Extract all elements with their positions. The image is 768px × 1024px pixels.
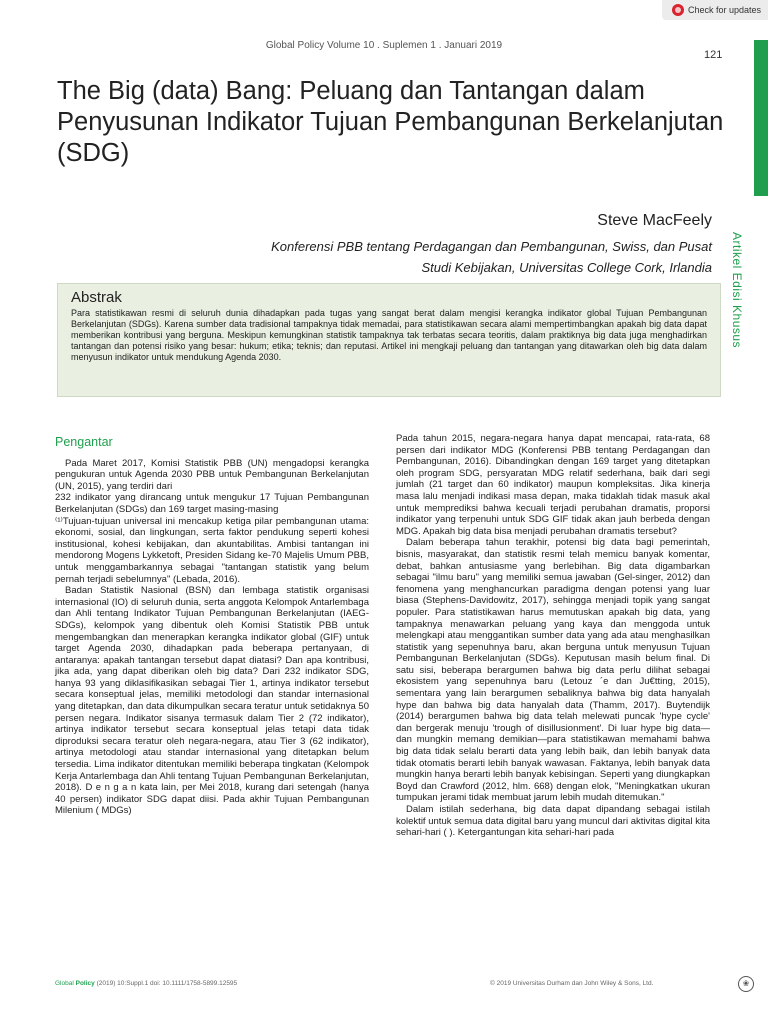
crossmark-icon <box>672 4 684 16</box>
section-color-tab <box>754 40 768 196</box>
running-head: Global Policy Volume 10 . Suplemen 1 . Januari 2019 <box>265 40 503 51</box>
affiliation-line: Studi Kebijakan, Universitas College Cork, Irlandia <box>421 260 712 275</box>
paragraph: Dalam istilah sederhana, big data dapat dipandang sebagai istilah kolektif untuk semua data digital baru yang muncul dari aktivitas digital kita sehari-hari ( ). Ketergantungan kita sehari-hari pada <box>396 804 710 839</box>
article-type-label: Artikel Edisi Khusus <box>730 232 744 349</box>
section-heading: Pengantar <box>55 435 113 449</box>
publisher-logo-icon: ❀ <box>738 976 754 992</box>
left-column <box>55 437 369 817</box>
paragraph: Pada Maret 2017, Komisi Statistik PBB (UN) mengadopsi kerangka pengukuran untuk Agenda 2030 PBB untuk Pembangunan Berkelanjutan (UN, 2015), yang terdiri dari <box>55 457 369 492</box>
abstract-text: Para statistikawan resmi di seluruh dunia dihadapkan pada tugas yang sangat berat dalam mengisi kerangka indikator global Tujuan Pembangunan Berkelanjutan (SDGs). Karena sumber data tradisional tampaknya tidak memadai, para statistikawan secara alami mempertimbangkan apakah big data dapat memberikan kontribusi yang berguna. Meskipun kemungkinan statistik tampaknya tak terbatas secara teoritis, dalam praktiknya big data juga menghadirkan tantangan dan potensi risiko yang besar: hukum; etika; teknis; dan reputasi. Artikel ini mengkaji peluang dan tantangan yang ditawarkan oleh big data dalam menyusun indikator untuk mendukung Agenda 2030. <box>71 308 707 362</box>
paragraph: Dalam beberapa tahun terakhir, potensi big data bagi pemerintah, bisnis, masyarakat, dan statistik resmi telah memicu banyak komentar, debat, bahkan antusiasme yang berlebihan. Big data digambarkan sebagai "ilmu baru" yang memiliki semua jawaban (Gel-singer, 2012) dan fenomena yang menghancurkan paradigma dengan potensi yang luar biasa (Stephens-Davidowitz, 2017), sehingga menjadi topik yang sangat populer. Para statistikawan harus memutuskan apakah big data, yang tampaknya menawarkan peluang yang kaya dan menggoda untuk melengkapi atau menggantikan sumber data yang ada atau menghasilkan statistik yang sepenuhnya baru, akan berguna untuk menyusun Tujuan Pembangunan Berkelanjutan (SDGs). Keputusan masih belum final. Di satu sisi, beberapa berargumen bahwa big data perlu dilihat sebagai ekosistem yang sepenuhnya baru (Letouz ´e dan Ju€tting, 2015), sementara yang lain berargumen sebaliknya bahwa big data hanyalah hype dan bahwa big data hanyalah data (Thamm, 2017). Buytendijk (2014) berargumen bahwa big data telah melewati puncak 'hype cycle' dan bergerak menuju 'trough of disillusionment'. Di luar hype big data—dan mungkin memang demikian—para statistikawan memahami bahwa big data tidak selalu berarti data yang lebih baik, dan lebih banyak data tidak otomatis berarti lebih banyak wawasan. Faktanya, lebih banyak data mungkin hanya berarti lebih banyak kebisingan. Seperti yang diungkapkan Boyd dan Crawford (2012, hlm. 668) dengan elok, "Meningkatkan ukuran tumpukan jerami tidak membuat jarum lebih mudah ditemukan." <box>396 537 710 804</box>
affiliation-line: Konferensi PBB tentang Perdagangan dan Pembangunan, Swiss, dan Pusat <box>271 239 712 254</box>
article-title: The Big (data) Bang: Peluang dan Tantangan dalam Penyusunan Indikator Tujuan Pembangunan Berkelanjutan (SDG) <box>57 77 724 167</box>
paragraph: 232 indikator yang dirancang untuk mengukur 17 Tujuan Pembangunan Berkelanjutan (SDGs) dan 169 target masing-masing <box>55 492 369 515</box>
abstract-box <box>57 283 721 397</box>
journal-name-2: Policy <box>75 980 95 987</box>
author-name: Steve MacFeely <box>597 212 712 229</box>
citation-text: (2019) 10:Suppl.1 doi: 10.1111/1758-5899.12595 <box>96 980 238 987</box>
abstract-heading: Abstrak <box>71 289 122 306</box>
paragraph: Pada tahun 2015, negara-negara hanya dapat mencapai, rata-rata, 68 persen dari indikator MDG (Konferensi PBB tentang Perdagangan dan Pembangunan, 2016). Dibandingkan dengan 169 target yang ditetapkan oleh program SDG, persyaratan MDG relatif sederhana, baik dari segi jumlah (21 target dan 60 indikator) maupun kompleksitas. Jika kinerja masa lalu menjadi indikasi masa depan, maka tidaklah tidak masuk akal untuk memprediksi bahwa kecuali terjadi perubahan dramatis, proporsi indikator yang terpenuhi untuk SDG GIF tidak akan jauh berbeda dengan MDG. Apakah big data bisa menjadi perubahan dramatis tersebut? <box>396 433 710 537</box>
author-affiliation <box>152 236 712 278</box>
paragraph: Badan Statistik Nasional (BSN) dan lembaga statistik organisasi internasional (IO) di seluruh dunia, serta anggota Kelompok Antarlembaga dan Ahli tentang Indikator Tujuan Pembangunan Berkelanjutan (IAEG-SDGs), kelompok yang dibentuk oleh Komisi Statistik PBB untuk mengembangkan dan menerapkan kerangka indikator global (GIF) untuk target Agenda 2030, dihadapkan pada beberapa pertanyaan, di antaranya: apakah tantangan tersebut dapat diatasi? Dan apa kontribusi, jika ada, yang dapat diberikan oleh big data? Dari 232 indikator SDG, hanya 93 yang diklasifikasikan sebagai Tier 1, artinya indikator tersebut secara konseptual jelas, memiliki metodologi dan standar internasional yang ditetapkan, dan data dikumpulkan secara teratur untuk setidaknya 50 persen negara. Indikator sisanya termasuk dalam Tier 2 (72 indikator), artinya indikator tersebut secara konseptual jelas tetapi data tidak diproduksi secara teratur oleh negara-negara, atau Tier 3 (62 indikator), artinya metodologi atau standar internasional yang ditetapkan belum tersedia. Lima indikator ditentukan memiliki beberapa tingkatan (Kelompok Kerja Antarlembaga dan Ahli tentang Tujuan Pembangunan Berkelanjutan, 2018). D e n g a n kata lain, per Mei 2018, kurang dari setengah (hanya 40 persen) indikator SDG dapat diisi. Pada akhir Tujuan Pembangunan Milenium ( MDGs) <box>55 585 369 817</box>
check-for-updates-badge[interactable] <box>662 0 768 20</box>
paragraph: ⁽¹⁾Tujuan-tujuan universal ini mencakup ketiga pilar pembangunan utama: ekonomi, sosial, dan lingkungan, serta faktor pendukung seperti kohesi institusional, kohesi kebijakan, dan akuntabilitas. Ambisi tantangan ini mendorong Mogens Lykketoft, Presiden Sidang ke-70 Majelis Umum PBB, untuk menggambarkannya sebagai "tantangan statistik yang belum pernah terjadi sebelumnya" (Lebada, 2016). <box>55 515 369 585</box>
right-column <box>396 433 710 839</box>
footer-copyright: © 2019 Universitas Durham dan John Wiley & Sons, Ltd. <box>490 980 654 987</box>
journal-name: Global <box>55 980 74 987</box>
footer-citation <box>55 980 237 987</box>
page-number: 121 <box>704 49 723 61</box>
check-for-updates-label: Check for updates <box>688 5 762 15</box>
